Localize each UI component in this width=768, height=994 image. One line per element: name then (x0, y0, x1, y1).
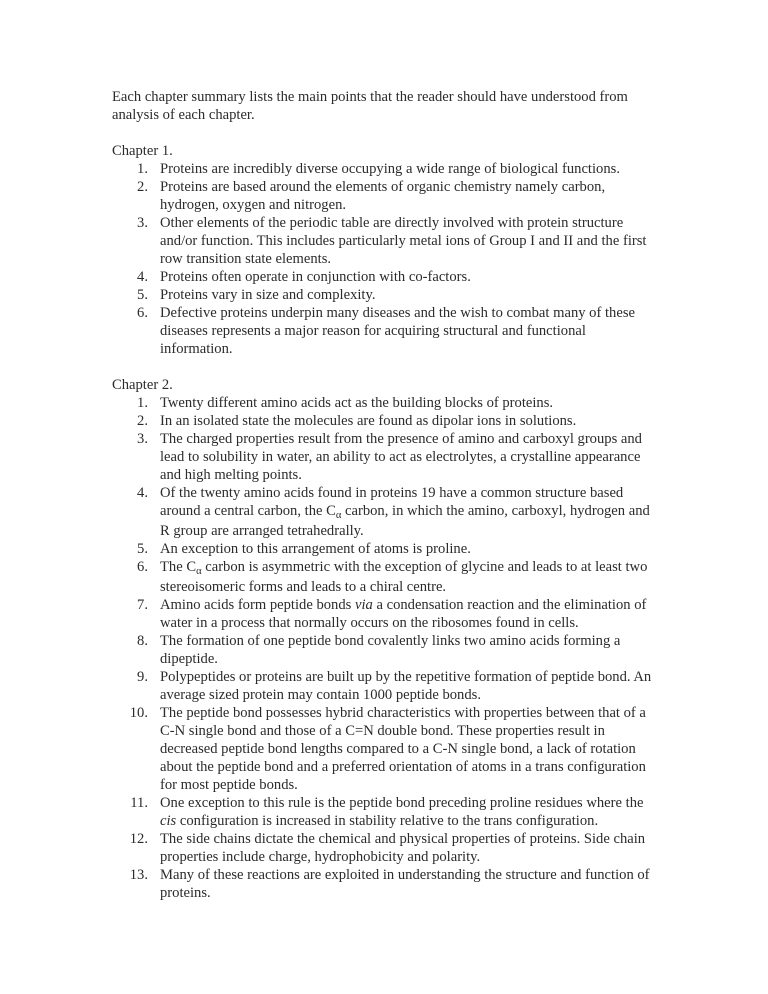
list-item (112, 160, 652, 178)
list-item-number: 6. (137, 305, 148, 321)
list-item-number: 12. (129, 831, 148, 847)
list-item-number: 3. (137, 215, 148, 231)
list-item-number: 11. (130, 795, 148, 811)
list-item (112, 830, 652, 866)
list-item-text: Proteins are based around the elements of organic chemistry namely carbon, hydrogen, oxygen and nitrogen. (160, 179, 606, 213)
list-item (112, 484, 652, 540)
list-item-text: Defective proteins underpin many diseases and the wish to combat many of these diseases represents a major reason for acquiring structural and functional information. (160, 305, 635, 357)
list-item-text: Other elements of the periodic table are directly involved with protein structure and/or function. This includes particularly metal ions of Group I and II and the first row transition state elements. (160, 215, 647, 267)
list-item-number: 4. (137, 269, 148, 285)
list-item (112, 866, 652, 902)
list-item-text: Many of these reactions are exploited in understanding the structure and function of proteins. (160, 867, 650, 901)
list-item-number: 13. (129, 867, 148, 883)
list-item-text: The charged properties result from the presence of amino and carboxyl groups and lead to solubility in water, an ability to act as electrolytes, a crystalline appearance and high melting points. (160, 431, 642, 483)
list-item (112, 558, 652, 596)
list-item-number: 5. (137, 541, 148, 557)
list-item-number: 2. (137, 179, 148, 195)
summary-list (112, 160, 652, 358)
list-item (112, 412, 652, 430)
list-item-number: 8. (137, 633, 148, 649)
list-item-text: Of the twenty amino acids found in proteins 19 have a common structure based around a central carbon, the $C_\alpha$ carbon, in which the amino, carboxyl, hydrogen and R group are arranged tetrahedrally. (160, 485, 650, 539)
list-item-text: The formation of one peptide bond covalently links two amino acids forming a dipeptide. (160, 633, 621, 667)
list-item (112, 632, 652, 668)
list-item (112, 178, 652, 214)
list-item (112, 304, 652, 358)
list-item-number: 1. (137, 161, 148, 177)
list-item-number: 5. (137, 287, 148, 303)
list-item-number: 4. (137, 485, 148, 501)
list-item-text: In an isolated state the molecules are found as dipolar ions in solutions. (160, 413, 577, 429)
list-item (112, 286, 652, 304)
chapters-container (112, 142, 652, 902)
intro-paragraph: Each chapter summary lists the main points that the reader should have understood from analysis of each chapter. (112, 89, 628, 123)
chapter-heading: Chapter 2. (112, 377, 173, 393)
list-item (112, 668, 652, 704)
list-item-number: 3. (137, 431, 148, 447)
list-item-text: Twenty different amino acids act as the building blocks of proteins. (160, 395, 554, 411)
list-item (112, 394, 652, 412)
list-item-text: The $C_\alpha$ carbon is asymmetric with the exception of glycine and leads to at least two stereoisomeric forms and leads to a chiral centre. (160, 559, 648, 595)
list-item (112, 704, 652, 794)
list-item (112, 268, 652, 286)
chapter-block (112, 376, 652, 902)
chapter-heading: Chapter 1. (112, 143, 173, 159)
list-item (112, 430, 652, 484)
list-item-number: 9. (137, 669, 148, 685)
list-item-text: The peptide bond possesses hybrid characteristics with properties between that of a C-N single bond and those of a C=N double bond. These properties result in decreased peptide bond lengths compared to a C-N single bond, a lack of rotation about the peptide bond and a preferred orientation of atoms in a trans configuration for most peptide bonds. (160, 705, 646, 793)
list-item-number: 6. (137, 559, 148, 575)
list-item-text: Amino acids form peptide bonds via a condensation reaction and the elimination of water in a process that normally occurs on the ribosomes found in cells. (160, 597, 647, 631)
document-body (112, 88, 652, 902)
list-item-text: The side chains dictate the chemical and physical properties of proteins. Side chain properties include charge, hydrophobicity and polarity. (160, 831, 646, 865)
list-item-number: 2. (137, 413, 148, 429)
list-item-text: Proteins vary in size and complexity. (160, 287, 376, 303)
list-item-number: 1. (137, 395, 148, 411)
list-item (112, 214, 652, 268)
list-item-text: One exception to this rule is the peptide bond preceding proline residues where the cis configuration is increased in stability relative to the trans configuration. (160, 795, 644, 829)
list-item (112, 596, 652, 632)
list-item-text: Polypeptides or proteins are built up by the repetitive formation of peptide bond. An average sized protein may contain 1000 peptide bonds. (160, 669, 652, 703)
summary-list (112, 394, 652, 902)
chapter-block (112, 142, 652, 358)
list-item-number: 10. (129, 705, 148, 721)
list-item-text: Proteins often operate in conjunction with co-factors. (160, 269, 471, 285)
list-item-number: 7. (137, 597, 148, 613)
list-item (112, 540, 652, 558)
list-item-text: Proteins are incredibly diverse occupying a wide range of biological functions. (160, 161, 620, 177)
list-item (112, 794, 652, 830)
list-item-text: An exception to this arrangement of atoms is proline. (160, 541, 471, 557)
